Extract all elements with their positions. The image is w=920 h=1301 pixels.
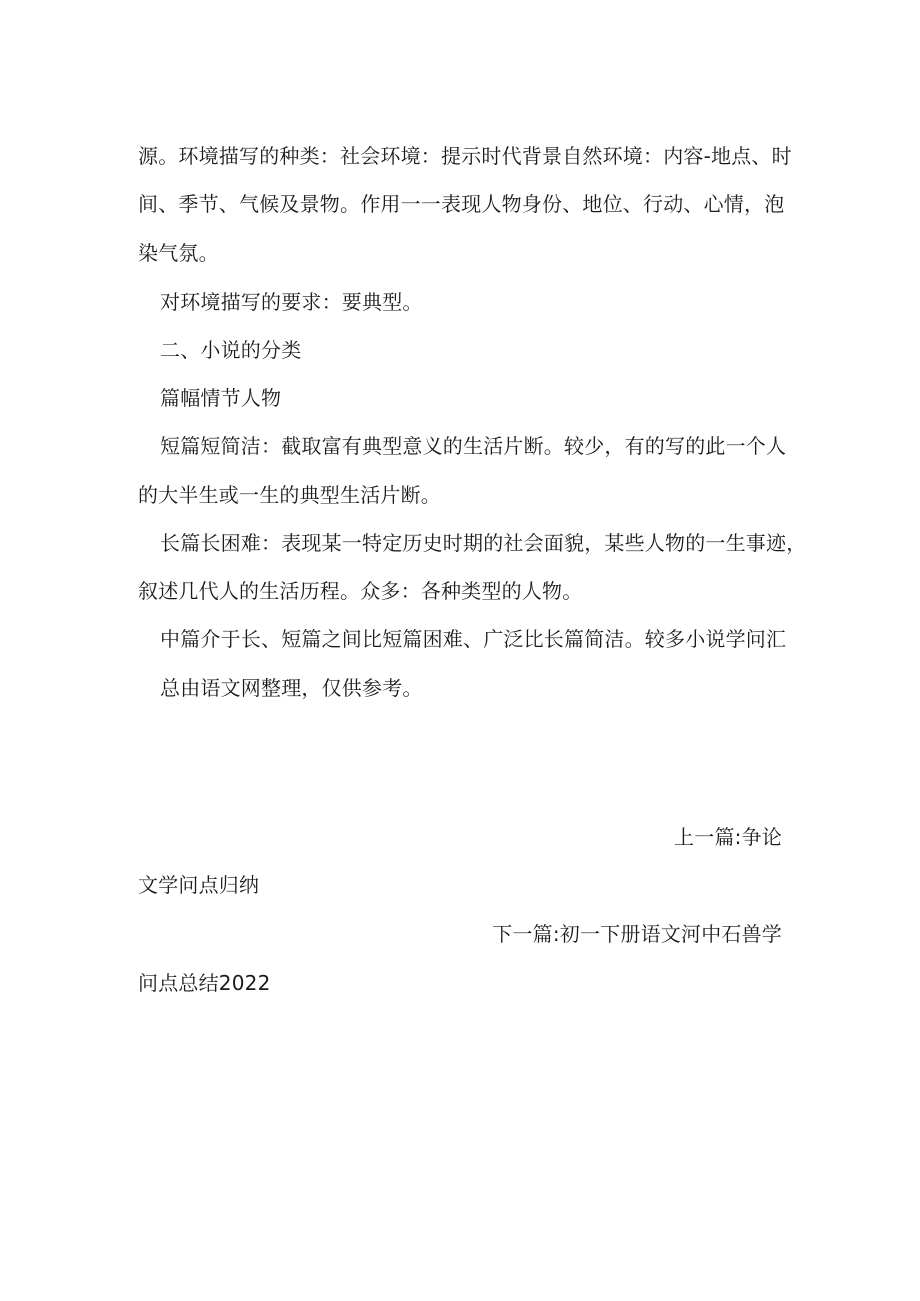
body-line-2: 间、季节、气候及景物。作用一一表现人物身份、地位、行动、心情，泡 (138, 192, 785, 216)
body-line-1: 源。环境描写的种类：社会环境：提示时代背景自然环境：内容-地点、时 (138, 144, 792, 168)
body-line-10: 叙述几代人的生活历程。众多：各种类型的人物。 (138, 579, 583, 603)
table-header-line: 篇幅情节人物 (160, 386, 282, 410)
next-article-link[interactable]: 下一篇:初一下册语文河中石兽学 (492, 922, 782, 946)
body-line-11: 中篇介于长、短篇之间比短篇困难、广泛比长篇简洁。较多小说学问汇 (160, 627, 787, 651)
prev-article-link[interactable]: 上一篇:争论 (674, 825, 782, 849)
body-line-8: 的大半生或一生的典型生活片断。 (138, 483, 441, 507)
body-line-3: 染气氛。 (138, 241, 219, 265)
body-line-12: 总由语文网整理，仅供参考。 (160, 676, 423, 700)
prev-article-link-cont[interactable]: 文学问点归纳 (138, 873, 260, 897)
next-article-link-cont[interactable]: 问点总结2022 (138, 971, 271, 995)
body-line-4: 对环境描写的要求：要典型。 (160, 290, 423, 314)
section-heading: 二、小说的分类 (160, 338, 302, 362)
body-line-7: 短篇短简洁：截取富有典型意义的生活片断。较少，有的写的此一个人 (160, 434, 787, 458)
body-line-9: 长篇长困难：表现某一特定历史时期的社会面貌，某些人物的一生事迹， (160, 531, 807, 555)
